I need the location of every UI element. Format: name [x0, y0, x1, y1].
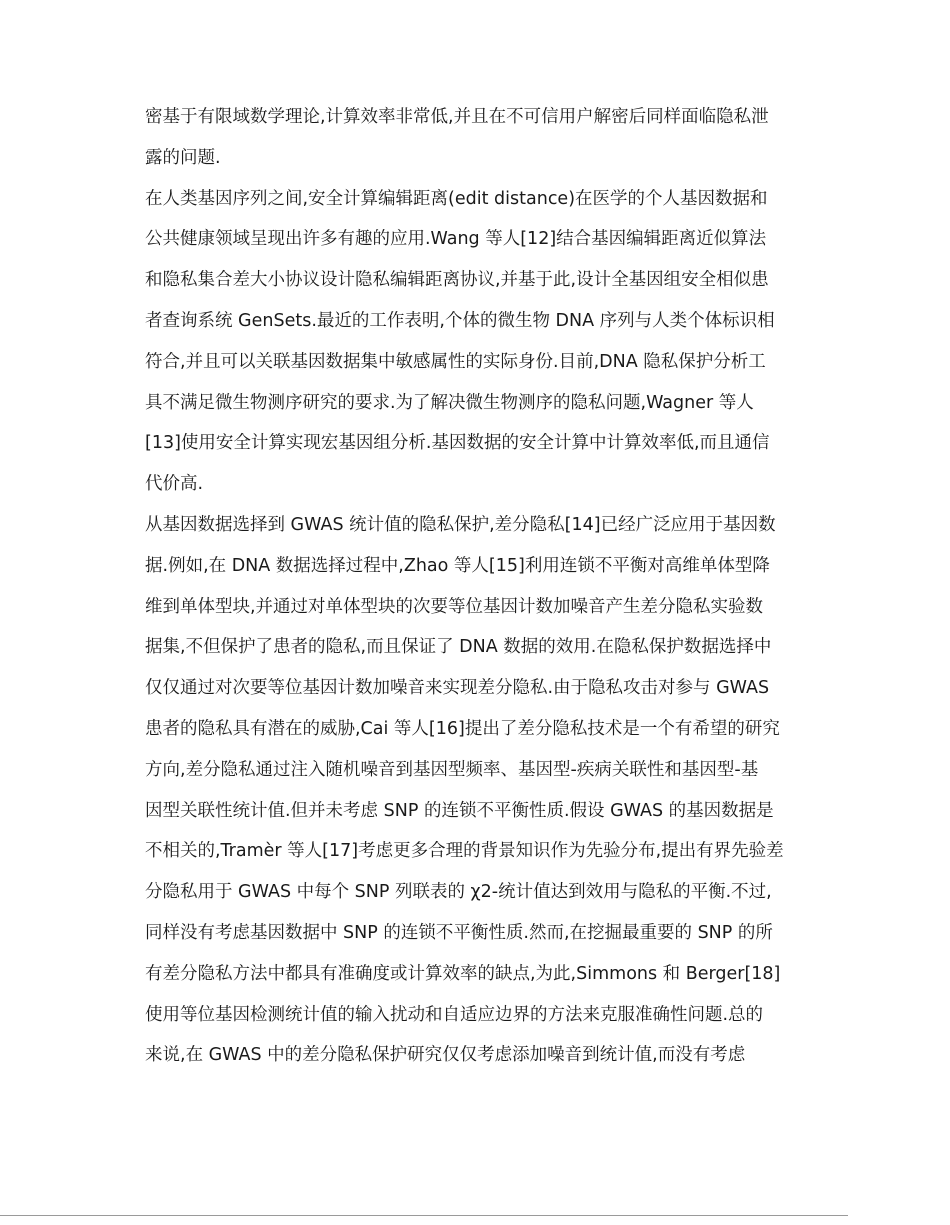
text-line: 代价高.	[145, 474, 204, 495]
text-line: 露的问题.	[145, 147, 221, 168]
text-line: 因型关联性统计值.但并未考虑 SNP 的连锁不平衡性质.假设 GWAS 的基因数据是	[145, 800, 774, 821]
text-line: 符合,并且可以关联基因数据集中敏感属性的实际身份.目前,DNA 隐私保护分析工	[145, 351, 766, 372]
text-line: 患者的隐私具有潜在的威胁,Cai 等人[16]提出了差分隐私技术是一个有希望的研究	[145, 718, 780, 739]
text-line: 方向,差分隐私通过注入随机噪音到基因型频率、基因型-疾病关联性和基因型-基	[145, 759, 759, 780]
text-line: 从基因数据选择到 GWAS 统计值的隐私保护,差分隐私[14]已经广泛应用于基因数	[145, 514, 776, 535]
text-line: 仅仅通过对次要等位基因计数加噪音来实现差分隐私.由于隐私攻击对参与 GWAS	[145, 678, 770, 699]
text-line: 具不满足微生物测序研究的要求.为了解决微生物测序的隐私问题,Wagner 等人	[145, 392, 754, 413]
body-text	[145, 97, 810, 1076]
text-line: 在人类基因序列之间,安全计算编辑距离(edit distance)在医学的个人基因数据和	[145, 188, 768, 209]
text-line: [13]使用安全计算实现宏基因组分析.基因数据的安全计算中计算效率低,而且通信	[145, 433, 770, 454]
text-line: 分隐私用于 GWAS 中每个 SNP 列联表的 χ2-统计值达到效用与隐私的平衡.不过,	[145, 882, 772, 903]
text-line: 据.例如,在 DNA 数据选择过程中,Zhao 等人[15]利用连锁不平衡对高维单体型降	[145, 555, 770, 576]
text-line: 者查询系统 GenSets.最近的工作表明,个体的微生物 DNA 序列与人类个体标识相	[145, 310, 775, 331]
text-line: 据集,不但保护了患者的隐私,而且保证了 DNA 数据的效用.在隐私保护数据选择中	[145, 637, 772, 658]
text-line: 有差分隐私方法中都具有准确度或计算效率的缺点,为此,Simmons 和 Berger[18]	[145, 963, 781, 984]
text-line: 使用等位基因检测统计值的输入扰动和自适应边界的方法来克服准确性问题.总的	[145, 1004, 764, 1025]
text-line: 密基于有限域数学理论,计算效率非常低,并且在不可信用户解密后同样面临隐私泄	[145, 107, 769, 127]
text-line: 不相关的,Tramèr 等人[17]考虑更多合理的背景知识作为先验分布,提出有界先验差	[145, 841, 784, 862]
text-line: 维到单体型块,并通过对单体型块的次要等位基因计数加噪音产生差分隐私实验数	[145, 596, 764, 617]
text-line: 同样没有考虑基因数据中 SNP 的连锁不平衡性质.然而,在挖掘最重要的 SNP 的所	[145, 922, 773, 943]
text-line: 公共健康领域呈现出许多有趣的应用.Wang 等人[12]结合基因编辑距离近似算法	[145, 229, 767, 250]
text-line: 和隐私集合差大小协议设计隐私编辑距离协议,并基于此,设计全基因组安全相似患	[145, 270, 769, 291]
footer-divider	[0, 1215, 848, 1216]
text-line: 来说,在 GWAS 中的差分隐私保护研究仅仅考虑添加噪音到统计值,而没有考虑	[145, 1045, 746, 1066]
